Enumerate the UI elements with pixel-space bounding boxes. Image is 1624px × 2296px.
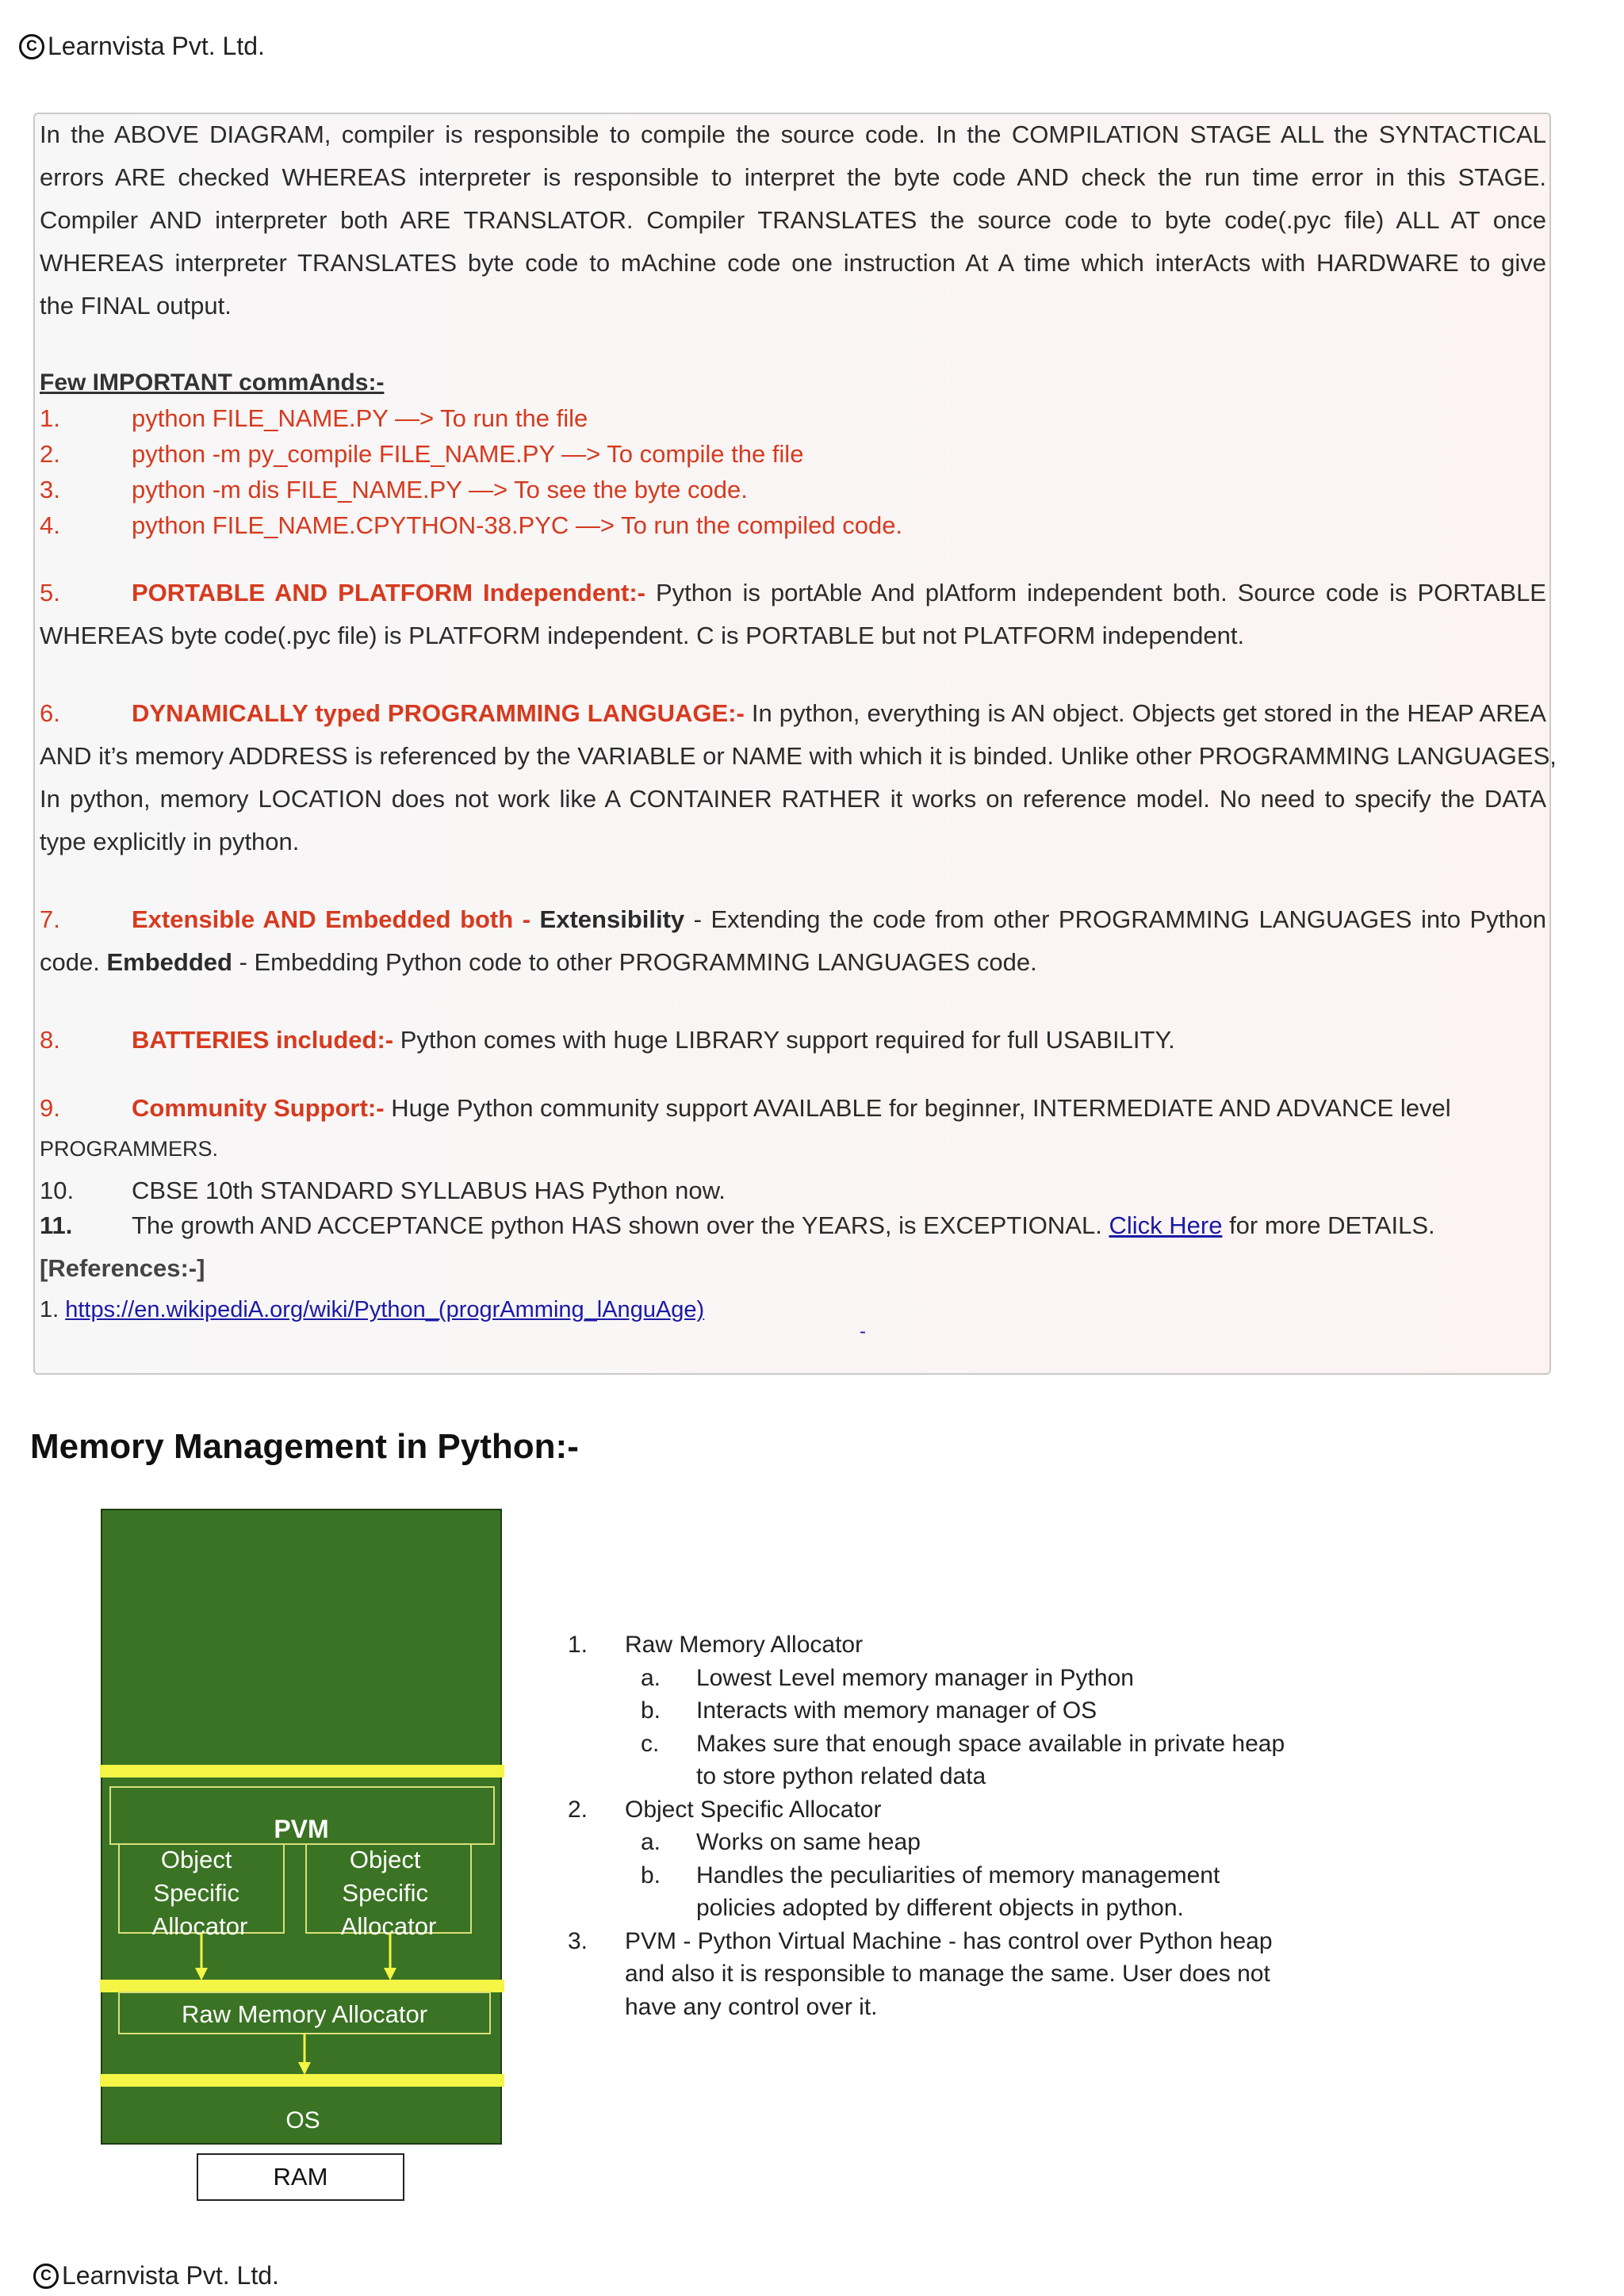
feature-title: Extensible AND Embedded both - bbox=[132, 905, 531, 933]
list-subitem bbox=[568, 1826, 1361, 1859]
command-number: 4. bbox=[40, 511, 60, 539]
intro-line: WHEREAS interpreter TRANSLATES byte code to mAchine code one instruction At A time which interActs with HARDWARE to give bbox=[40, 249, 1546, 277]
list-subitem bbox=[568, 1694, 1361, 1728]
feature-number: 5. bbox=[40, 579, 60, 607]
feature-line bbox=[132, 579, 1546, 607]
list-title: Object Specific Allocator bbox=[625, 1796, 882, 1823]
feature-text: for more DETAILS. bbox=[1229, 1211, 1435, 1239]
object-allocator-label-left: Object Specific Allocator bbox=[151, 1846, 248, 1940]
feature-text: In python, everything is AN object. Objects get stored in the HEAP AREA bbox=[751, 699, 1546, 727]
reference-item bbox=[40, 1297, 704, 1323]
reference-number: 1. bbox=[40, 1297, 59, 1322]
ram-label: RAM bbox=[273, 2163, 328, 2191]
sub-letter: c. bbox=[641, 1730, 660, 1757]
feature-number: 8. bbox=[40, 1026, 60, 1054]
command-number: 1. bbox=[40, 404, 60, 432]
sub-letter: b. bbox=[641, 1697, 661, 1724]
feature-text: Python is portAble And plAtform independent both. Source code is PORTABLE bbox=[655, 579, 1546, 607]
memory-diagram bbox=[100, 1508, 504, 2147]
feature-number: 9. bbox=[40, 1094, 60, 1122]
list-title: Raw Memory Allocator bbox=[625, 1632, 864, 1658]
object-allocator-label-right: Object Specific Allocator bbox=[340, 1846, 437, 1940]
stray-dash: - bbox=[860, 1321, 866, 1342]
feature-text: - Embedding Python code to other PROGRAMMING LANGUAGES code. bbox=[239, 948, 1037, 976]
list-number: 3. bbox=[568, 1927, 588, 1954]
command-number: 3. bbox=[40, 476, 60, 503]
command-text: python -m dis FILE_NAME.PY —> To see the byte code. bbox=[132, 476, 748, 503]
feature-line: In python, memory LOCATION does not work like A CONTAINER RATHER it works on reference model. No need to specify the DATA bbox=[40, 785, 1546, 813]
feature-keyword: Extensibility bbox=[539, 905, 685, 933]
brand-header bbox=[19, 32, 265, 61]
intro-line: Compiler AND interpreter both ARE TRANSLATOR. Compiler TRANSLATES the source code to byte code(.pyc file) ALL AT once bbox=[40, 206, 1546, 234]
feature-keyword: Embedded bbox=[106, 948, 232, 976]
feature-number: 11. bbox=[40, 1211, 73, 1239]
feature-number: 6. bbox=[40, 699, 60, 727]
sub-letter: b. bbox=[641, 1862, 661, 1888]
feature-line bbox=[132, 699, 1546, 728]
feature-text: Huge Python community support AVAILABLE for beginner, INTERMEDIATE AND ADVANCE level bbox=[391, 1094, 1451, 1122]
yellow-band bbox=[100, 1980, 504, 1992]
sub-letter: a. bbox=[641, 1664, 661, 1691]
feature-line: AND it’s memory ADDRESS is referenced by the VARIABLE or NAME with which it is binded. Unlike other PROGRAMMING LANGUAGES, bbox=[40, 742, 1557, 770]
feature-text: - Extending the code from other PROGRAMMING LANGUAGES into Python bbox=[693, 905, 1546, 933]
feature-text: The growth AND ACCEPTANCE python HAS shown over the YEARS, is EXCEPTIONAL. bbox=[132, 1211, 1102, 1239]
list-number: 1. bbox=[568, 1632, 588, 1658]
yellow-band bbox=[100, 2074, 504, 2087]
brand-name: Learnvista Pvt. Ltd. bbox=[62, 2261, 279, 2290]
brand-footer bbox=[33, 2261, 279, 2290]
feature-title: Community Support:- bbox=[132, 1094, 385, 1122]
list-title: and also it is responsible to manage the same. User does not bbox=[625, 1961, 1270, 1987]
wikipedia-link[interactable]: https://en.wikipediA.org/wiki/Python_(progrAmming_lAnguAge) bbox=[65, 1297, 705, 1322]
content-box bbox=[33, 113, 1557, 1375]
feature-line: PROGRAMMERS. bbox=[40, 1137, 219, 1161]
feature-line bbox=[132, 905, 1546, 934]
copyright-icon: C bbox=[33, 2263, 59, 2289]
memory-management-title: Memory Management in Python:- bbox=[30, 1427, 579, 1466]
feature-title: PORTABLE AND PLATFORM Independent:- bbox=[132, 579, 645, 607]
feature-title: DYNAMICALLY typed PROGRAMMING LANGUAGE:- bbox=[132, 699, 745, 727]
feature-line bbox=[132, 1094, 1451, 1123]
list-title: have any control over it. bbox=[625, 1993, 878, 2020]
copyright-icon: C bbox=[19, 34, 44, 59]
os-label: OS bbox=[285, 2107, 320, 2133]
sub-text: Handles the peculiarities of memory management bbox=[696, 1862, 1220, 1888]
sub-text: policies adopted by different objects in python. bbox=[696, 1895, 1184, 1921]
command-text: python FILE_NAME.PY —> To run the file bbox=[132, 404, 588, 432]
feature-line: type explicitly in python. bbox=[40, 828, 300, 855]
intro-line: the FINAL output. bbox=[40, 292, 232, 320]
list-item bbox=[568, 1628, 1361, 1662]
sub-text: Lowest Level memory manager in Python bbox=[696, 1664, 1134, 1691]
list-subitem bbox=[568, 1662, 1361, 1695]
feature-line: WHEREAS byte code(.pyc file) is PLATFORM independent. C is PORTABLE but not PLATFORM independent. bbox=[40, 622, 1245, 649]
sub-letter: a. bbox=[641, 1829, 661, 1855]
feature-line bbox=[132, 1211, 1435, 1240]
feature-line bbox=[132, 1026, 1175, 1054]
sub-text: to store python related data bbox=[696, 1763, 986, 1789]
feature-text: Python comes with huge LIBRARY support required for full USABILITY. bbox=[400, 1026, 1175, 1054]
feature-text: code. bbox=[40, 948, 100, 976]
pvm-label: PVM bbox=[274, 1815, 329, 1843]
list-item bbox=[568, 1925, 1361, 2024]
feature-text: CBSE 10th STANDARD SYLLABUS HAS Python now. bbox=[132, 1177, 726, 1204]
feature-line bbox=[40, 948, 1037, 977]
feature-title: BATTERIES included:- bbox=[132, 1026, 394, 1054]
feature-number: 7. bbox=[40, 905, 60, 933]
list-subitem bbox=[568, 1859, 1361, 1925]
list-item bbox=[568, 1793, 1361, 1827]
sub-text: Interacts with memory manager of OS bbox=[696, 1697, 1097, 1724]
feature-number: 10. bbox=[40, 1177, 75, 1204]
list-title: PVM - Python Virtual Machine - has control over Python heap bbox=[625, 1927, 1273, 1954]
intro-line: In the ABOVE DIAGRAM, compiler is responsible to compile the source code. In the COMPILATION STAGE ALL the SYNTACTICAL bbox=[40, 121, 1546, 148]
ram-box bbox=[197, 2153, 404, 2201]
click-here-link[interactable]: Click Here bbox=[1109, 1211, 1223, 1239]
commands-heading: Few IMPORTANT commAnds:- bbox=[40, 369, 385, 396]
command-text: python FILE_NAME.CPYTHON-38.PYC —> To run the compiled code. bbox=[132, 511, 903, 539]
raw-allocator-label: Raw Memory Allocator bbox=[181, 2000, 428, 2028]
memory-explanation-list bbox=[568, 1628, 1361, 2023]
list-number: 2. bbox=[568, 1796, 588, 1823]
yellow-band bbox=[100, 1765, 504, 1777]
references-heading: [References:-] bbox=[40, 1254, 205, 1282]
list-subitem bbox=[568, 1728, 1361, 1793]
sub-text: Makes sure that enough space available in private heap bbox=[696, 1730, 1285, 1757]
brand-name: Learnvista Pvt. Ltd. bbox=[48, 32, 265, 60]
sub-text: Works on same heap bbox=[696, 1829, 921, 1855]
command-number: 2. bbox=[40, 440, 60, 468]
command-text: python -m py_compile FILE_NAME.PY —> To compile the file bbox=[132, 440, 804, 468]
intro-line: errors ARE checked WHEREAS interpreter is responsible to interpret the byte code AND check the run time error in this STAGE. bbox=[40, 163, 1546, 191]
